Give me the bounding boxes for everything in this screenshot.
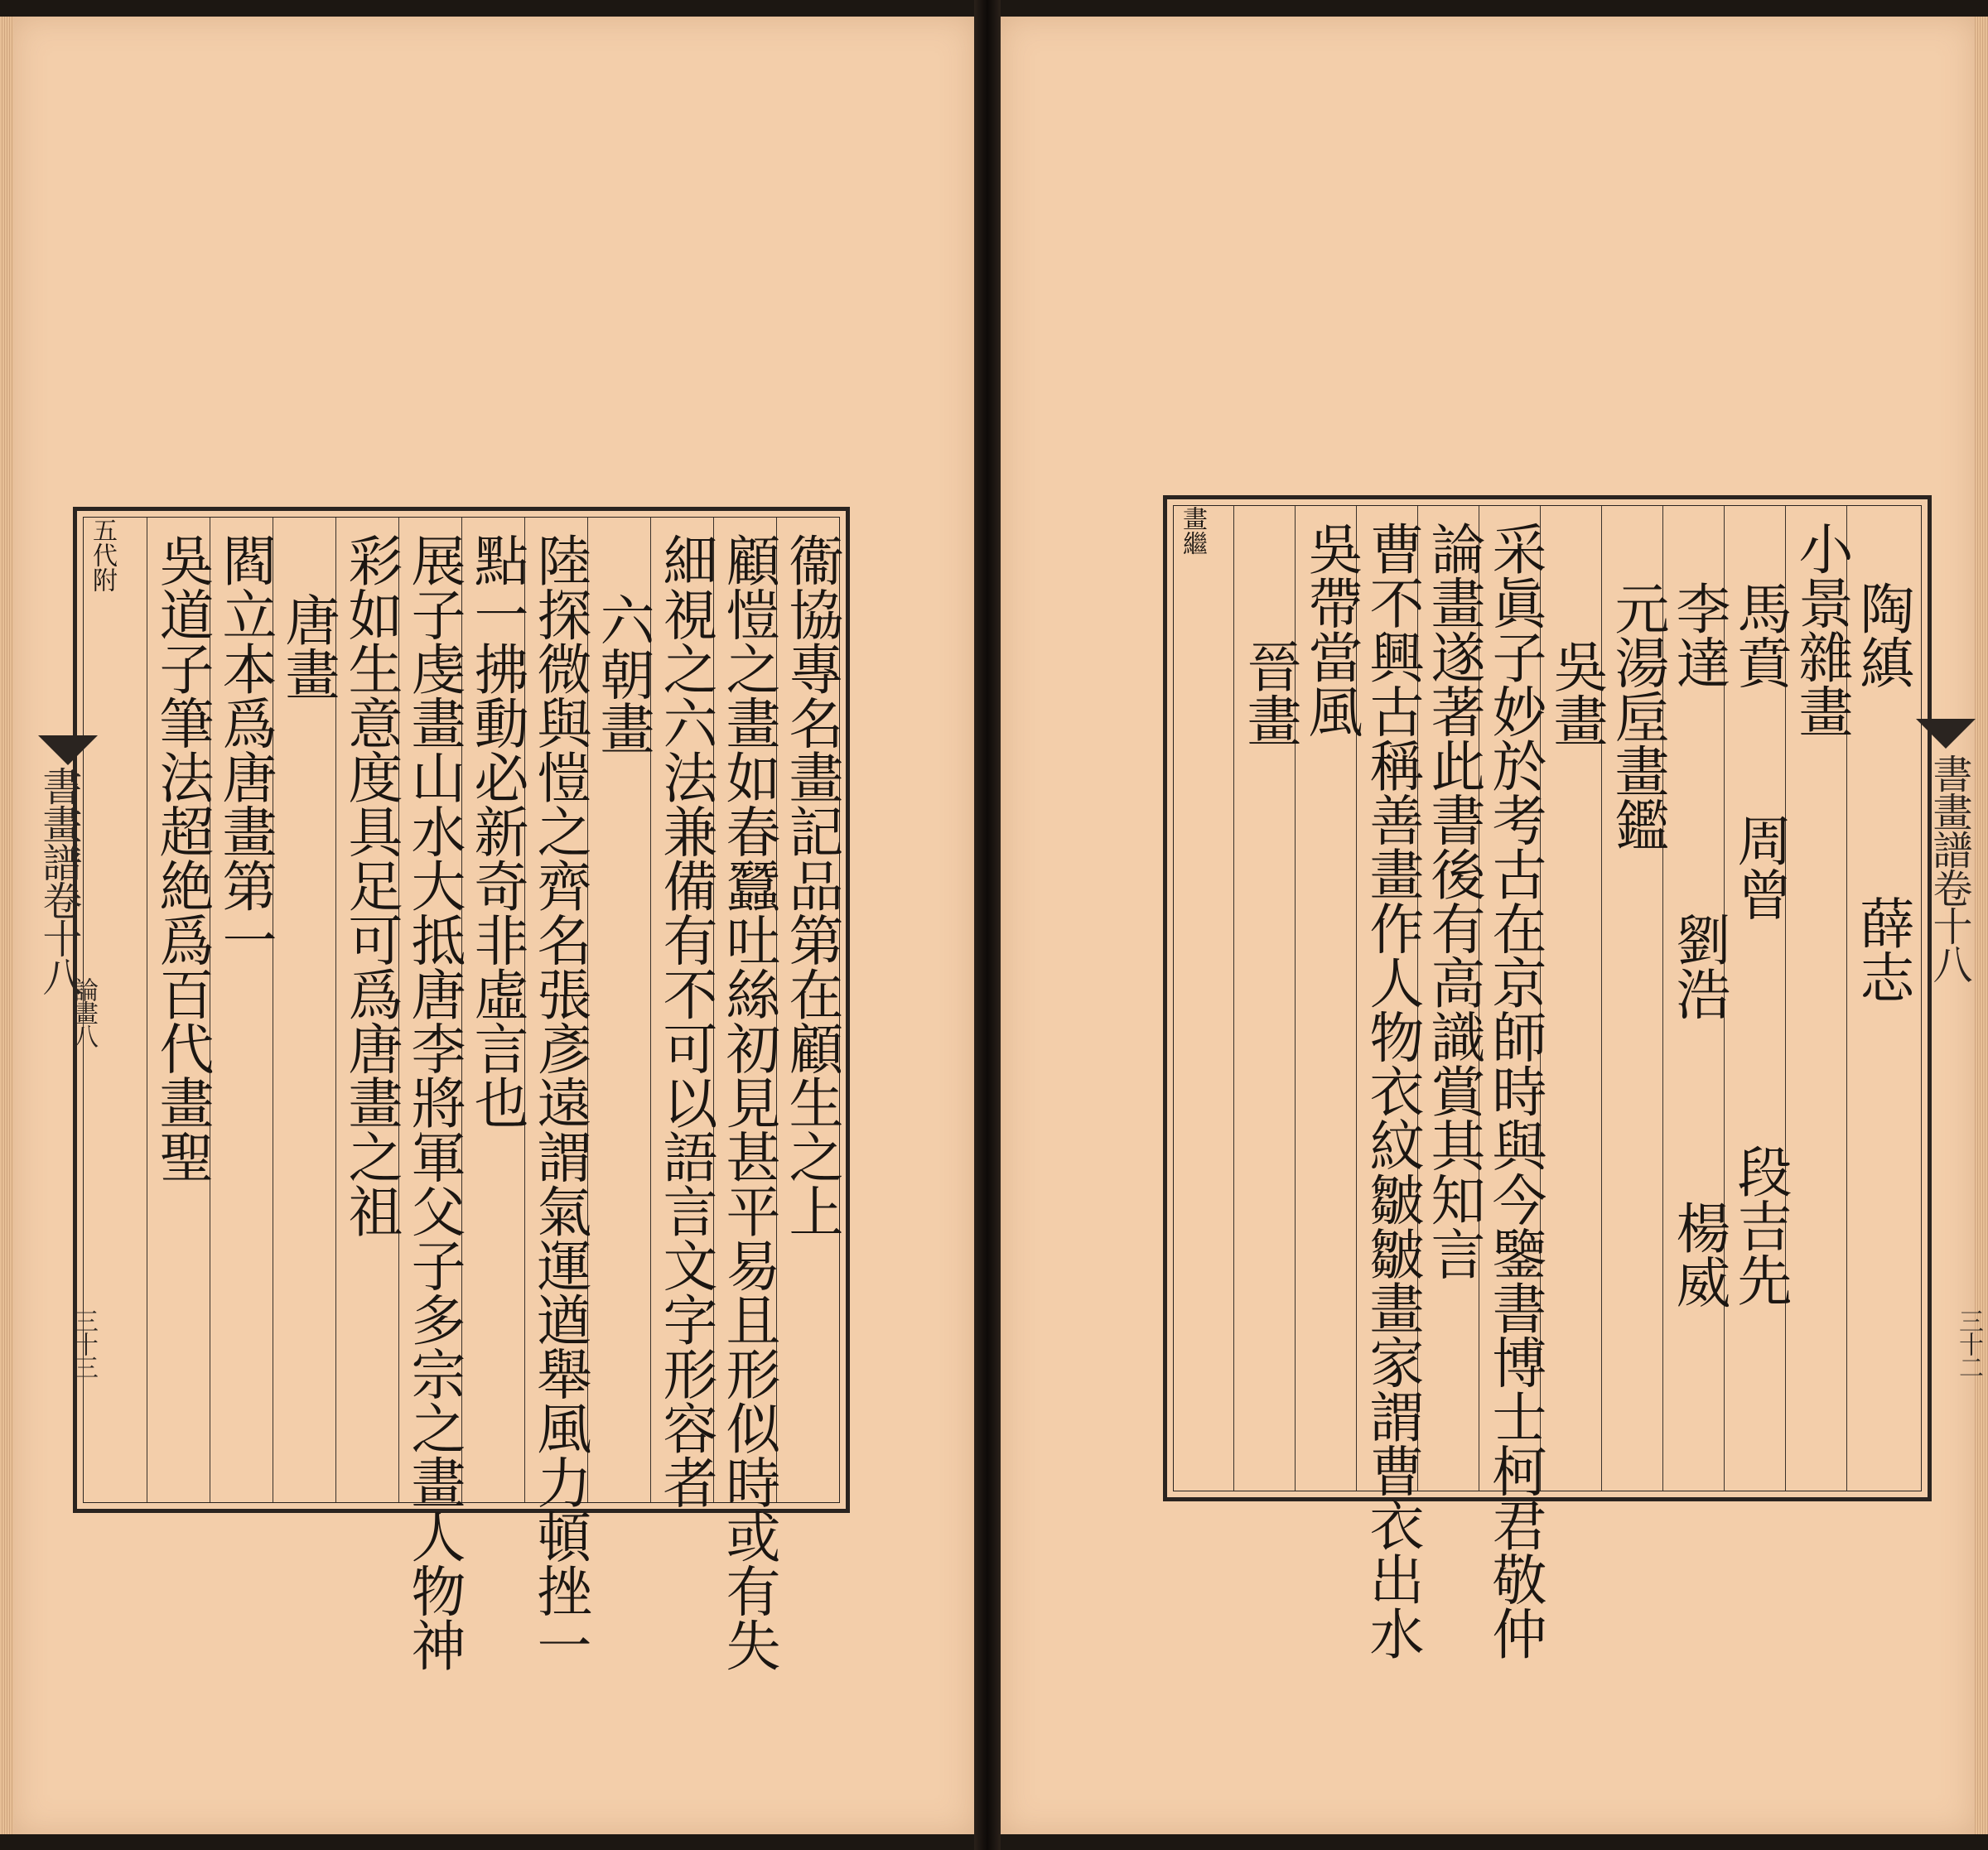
text-column-6: 點一拂動必新奇非虛言也: [465, 532, 528, 1130]
left-margin-section: 論畫八: [69, 977, 98, 1047]
text-column-9: 曹不興古稱善畫作人物衣紋皺皺畫家謂曹衣出水: [1360, 521, 1424, 1660]
name-xuezhi: 薛志: [1850, 895, 1914, 1004]
right-frame-inner-border: [1173, 505, 1922, 1660]
heading-wuhua: 吳畫: [1544, 638, 1608, 747]
text-column-11: 吳道子筆法超絶爲百代畫聖: [150, 532, 214, 1183]
right-text-frame: [1163, 495, 1932, 1660]
section-heading-tang: 唐畫: [276, 592, 340, 701]
left-frame-inner-border: [83, 517, 843, 1672]
right-margin-title: 書畫譜卷十八: [1926, 754, 1972, 982]
source-note: 畫繼: [1178, 506, 1207, 556]
heading-jinhua: 晉畫: [1238, 638, 1301, 747]
text-column-3: 細視之六法兼備有不可以語言文字形容者: [654, 532, 717, 1509]
text-column-7: 展子虔畫山水大抵唐李將軍父子多宗之畫人物神: [402, 532, 466, 1672]
name-taozhen: 陶縝: [1850, 581, 1914, 689]
section-heading-liuchao: 六朝畫: [591, 592, 654, 755]
right-margin-folio: 三十二: [1954, 1308, 1983, 1378]
heading-huajian: 元湯垕畫鑑: [1605, 581, 1669, 852]
name-mabi: 馬賁: [1728, 581, 1792, 689]
text-column-7: 采眞子妙於考古在京師時與今鑒書博士柯君敬仲: [1483, 521, 1546, 1660]
text-column-10: 閻立本爲唐畫第一: [213, 532, 277, 966]
text-column-2: 顧愷之畫如春蠶吐絲初見甚平易且形似時或有失: [717, 532, 780, 1672]
text-column-5: 陸探微與愷之齊名張彥遠謂氣運遒舉風力頓挫一: [528, 532, 591, 1672]
name-zhouzeng: 周曾: [1728, 812, 1792, 921]
text-column-10: 吳帶當風: [1299, 521, 1363, 738]
heading-note: 五代附: [88, 518, 117, 592]
heading-xiaojing: 小景雜畫: [1789, 521, 1853, 738]
name-liuhao: 劉浩: [1667, 912, 1730, 1020]
name-yangwei: 楊威: [1667, 1200, 1730, 1308]
left-margin-title: 書畫譜卷十八: [36, 766, 82, 995]
left-margin-folio: 三十三: [69, 1308, 98, 1378]
text-column-8: 彩如生意度具足可爲唐畫之祖: [339, 532, 403, 1238]
left-text-frame: [73, 507, 850, 1672]
name-duanjixian: 段吉先: [1728, 1144, 1792, 1307]
book-gutter: [974, 0, 1001, 1850]
name-lida: 李達: [1667, 581, 1730, 689]
text-column-1: 衞協專名畫記品第在顧生之上: [779, 532, 843, 1238]
text-column-8: 論畫遂著此書後有高識賞其知言: [1421, 521, 1485, 1280]
